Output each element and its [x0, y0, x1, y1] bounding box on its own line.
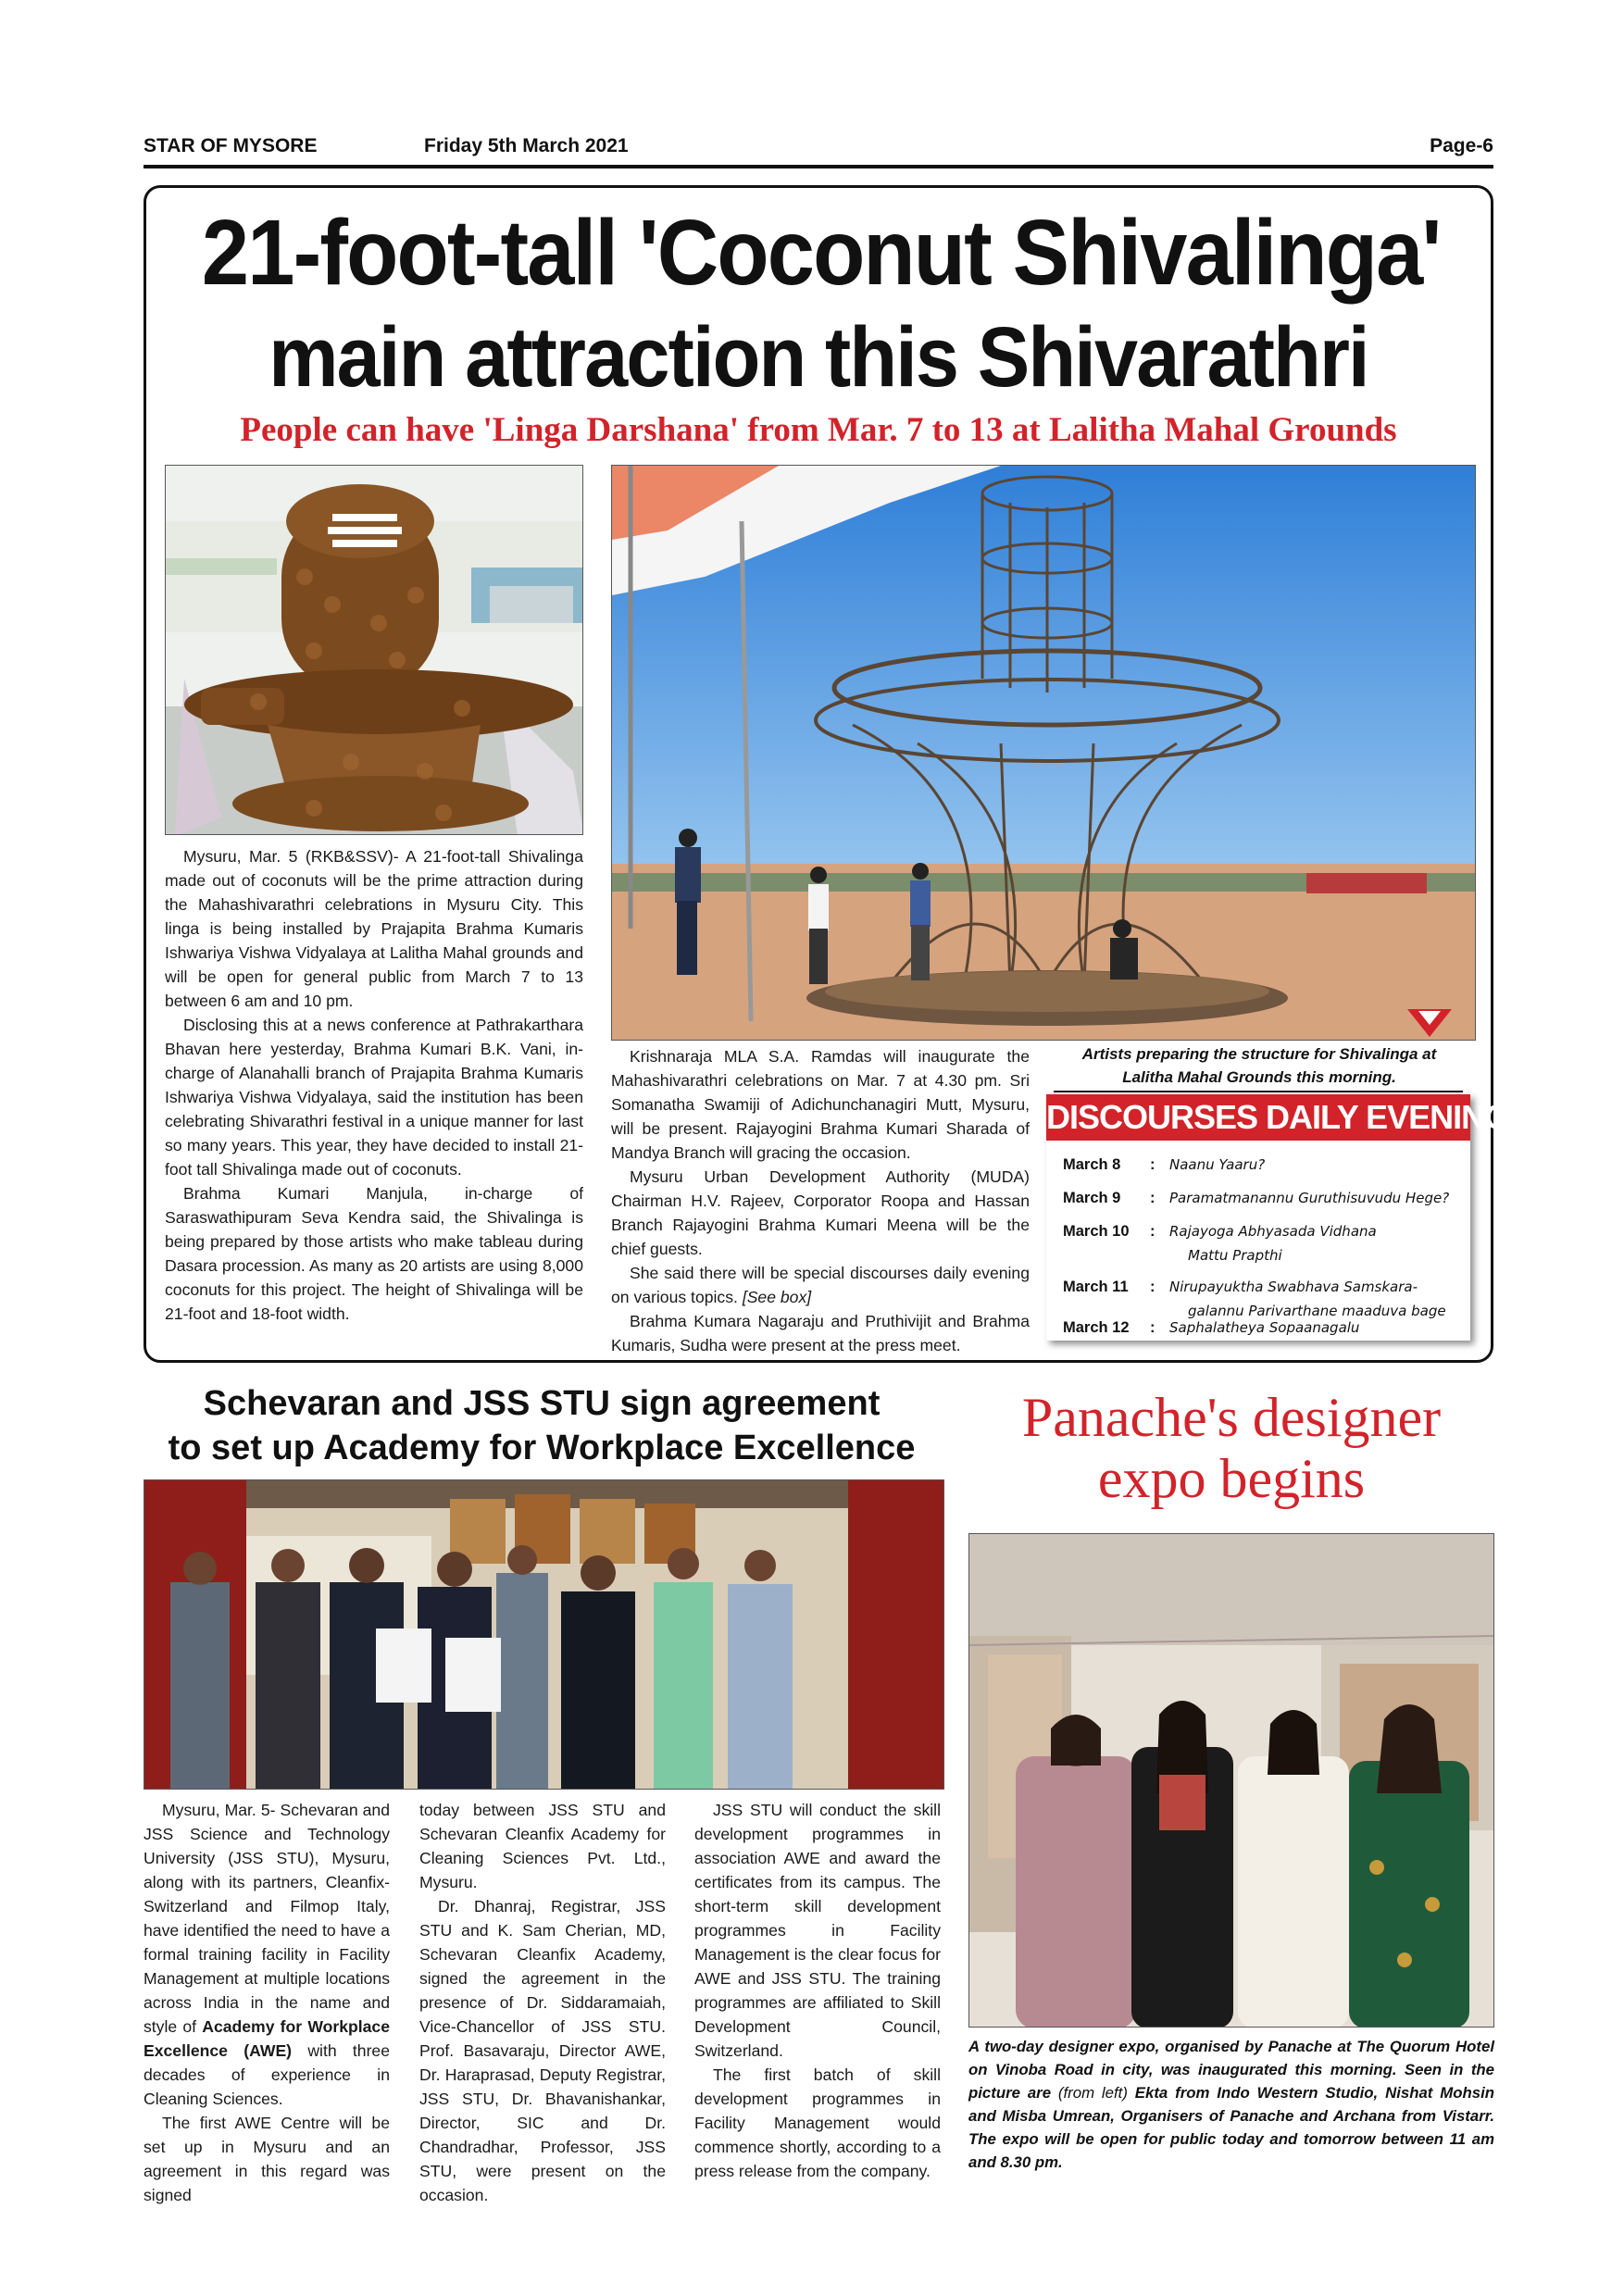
- lead-col2-para-3: [611, 1261, 1030, 1309]
- discourse-topic: Nirupayuktha Swabhava Samskara-: [1169, 1279, 1418, 1295]
- lead-col2-para-1: Krishnaraja MLA S.A. Ramdas will inaugurate the Mahashivarathri celebrations on Mar. 7 at 4.30 pm. Sri Somanatha Swamiji of Adichunchanagiri Mutt, Mysuru, will be present. Rajayogini Brahma Kumari Sharada of Mandya Branch will gracing the occasion.: [611, 1047, 1030, 1162]
- lead-column-2: [611, 1044, 1030, 1357]
- lead-headline-line-1: 21-foot-tall 'Coconut Shivalinga': [201, 201, 1441, 305]
- discourse-topic: Paramatmanannu Guruthisuvudu Hege?: [1169, 1190, 1450, 1206]
- masthead: [144, 135, 1493, 163]
- story2-headline: [139, 1381, 944, 1470]
- story3-headline-line-2: expo begins: [1097, 1448, 1366, 1509]
- caption-text-a: A two-day designer expo, organised by Panache at The Quorum Hotel on Vinoba Road in city, was inaugurated this morning. Seen in the picture are: [968, 2038, 1494, 2102]
- story2-col1-para-2: The first AWE Centre will be set up in Mysuru and an agreement in this regard was signed: [144, 2114, 390, 2204]
- story3-headline: [963, 1387, 1500, 1509]
- issue-date: Friday 5th March 2021: [424, 135, 629, 156]
- story2-col1-text-a: Mysuru, Mar. 5- Schevaran and JSS Science and Technology University (JSS STU), Mysuru, along with its partners, Cleanfix-Switzerland and Filmop Italy, have identified the need to have a formal training facility in Facility Management at multiple locations across India in the name and style of: [144, 1801, 390, 2036]
- story2-col1-para-1: [144, 1798, 390, 2111]
- lead-col1-para-3: Brahma Kumari Manjula, in-charge of Saraswathipuram Seva Kendra said, the Shivalinga is being prepared by those artists who make tableau during Dasara procession. As many as 20 artists are using 8,000 coconuts for this project. The height of Shivalinga will be 21-foot and 18-foot width.: [165, 1184, 583, 1323]
- discourse-date: March 11: [1063, 1279, 1129, 1295]
- lead-col1-para-2: Disclosing this at a news conference at Pathrakarthara Bhavan here yesterday, Brahma Kumari B.K. Vani, in-charge of Alanahalli branch of Prajapita Brahma Kumaris Ishwariya Vishwa Vidyalaya, said the institution has been celebrating Shivarathri festival in a unique manner for last so many years. This year, they have decided to install 21-foot tall Shivalinga made out of coconuts.: [165, 1016, 583, 1179]
- lead-col2-para-3-text: She said there will be special discourses daily evening on various topics.: [611, 1264, 1030, 1306]
- discourses-title: DISCOURSES DAILY EVENING: [1046, 1094, 1470, 1141]
- discourse-topic-cont: Mattu Prapthi: [1188, 1247, 1282, 1264]
- story2-column-1: [144, 1798, 390, 2207]
- story2-col3-para-1: JSS STU will conduct the skill development programmes in association AWE and award the certificates from its campus. The short-term skill development programmes in Facility Management is the clear focus for AWE and JSS STU. The training programmes are affiliated to Skill Development Council, Switzerland.: [694, 1801, 941, 2060]
- discourses-box: [1046, 1094, 1510, 1341]
- lead-col2-para-2: Mysuru Urban Development Authority (MUDA) Chairman H.V. Rajeev, Corporator Roopa and Hassan Branch Rajayogini Brahma Kumari Meena will be the chief guests.: [611, 1167, 1030, 1258]
- discourse-colon: :: [1150, 1319, 1156, 1336]
- caption-rule: [1054, 1091, 1463, 1092]
- story2-headline-line-1: Schevaran and JSS STU sign agreement: [203, 1384, 881, 1423]
- discourse-colon: :: [1150, 1279, 1156, 1295]
- discourse-topic: Naanu Yaaru?: [1169, 1156, 1266, 1173]
- lead-col1-para-1: Mysuru, Mar. 5 (RKB&SSV)- A 21-foot-tall Shivalinga made out of coconuts will be the prime attraction during the Mahashivarathri celebrations in Mysuru City. This linga is being installed by Prajapita Brahma Kumaris Ishwariya Vishwa Vidyalaya at Lalitha Mahal grounds and will be open for general public from March 7 to 13 between 6 am and 10 pm.: [165, 847, 583, 1010]
- discourse-topic: Saphalatheya Sopaanagalu: [1169, 1319, 1360, 1336]
- agreement-signing-photo: [144, 1479, 944, 1790]
- story3-headline-line-1: Panache's designer: [1021, 1387, 1442, 1448]
- discourse-date: March 8: [1063, 1156, 1121, 1173]
- discourse-date: March 9: [1063, 1190, 1121, 1206]
- story2-col3-para-2: The first batch of skill development programmes in Facility Management would commence shortly, according to a press release from the company.: [694, 2065, 941, 2180]
- discourse-topic-cont: galannu Parivarthane maaduva bage: [1188, 1303, 1446, 1319]
- discourse-topic: Rajayoga Abhyasada Vidhana: [1169, 1223, 1377, 1240]
- caption-text-b: Ekta from Indo Western Studio, Nishat Mohsin and Misba Umrean, Organisers of Panache and Archana from Vistarr. The expo will be open for public today and tomorrow between 11 am and 8.30 pm.: [968, 2084, 1494, 2171]
- lead-headline-line-2: main attraction this Shivarathri: [269, 310, 1368, 405]
- lead-deck: People can have 'Linga Darshana' from Mar. 7 to 13 at Lalitha Mahal Grounds: [240, 411, 1397, 449]
- structure-photo-caption: Artists preparing the structure for Shivalinga at Lalitha Mahal Grounds this morning.: [1081, 1045, 1437, 1086]
- story2-col1-bold: Academy for Workplace Excellence (AWE): [144, 2017, 390, 2060]
- discourse-colon: :: [1150, 1223, 1156, 1240]
- caption-from-left: (from left): [1057, 2084, 1128, 2102]
- story2-col2-para-2: Dr. Dhanraj, Registrar, JSS STU and K. Sam Cherian, MD, Schevaran Cleanfix Academy, signed the agreement in the presence of Dr. Siddaramaiah, Vice-Chancellor of JSS STU. Prof. Basavaraju, Director AWE, Dr. Haraprasad, Deputy Registrar, JSS STU, Dr. Bhavanishankar, Director, SIC and Dr. Chandradhar, Professor, JSS STU, were present on the occasion.: [419, 1897, 666, 2204]
- paper-name: STAR OF MYSORE: [144, 135, 318, 156]
- story2-column-2: [419, 1798, 666, 2207]
- discourse-date: March 10: [1063, 1223, 1130, 1240]
- designer-expo-photo: [968, 1533, 1494, 2028]
- story2-column-3: [694, 1798, 941, 2183]
- coconut-shivalinga-photo: [165, 465, 583, 835]
- designer-expo-caption: [968, 2035, 1494, 2174]
- story2-headline-line-2: to set up Academy for Workplace Excellence: [168, 1429, 916, 1467]
- discourse-colon: :: [1150, 1156, 1156, 1173]
- shivalinga-structure-photo: [611, 465, 1476, 1041]
- lead-col2-para-4: Brahma Kumara Nagaraju and Pruthivijit and Brahma Kumaris, Sudha were present at the press meet.: [611, 1312, 1030, 1354]
- see-box-note: [See box]: [742, 1288, 812, 1306]
- page-number: Page-6: [1430, 135, 1493, 156]
- lead-column-1: [165, 844, 583, 1326]
- story2-col1-text-b: with three decades of experience in Cleaning Sciences.: [144, 2041, 390, 2108]
- story2-col2-para-1: today between JSS STU and Schevaran Cleanfix Academy for Cleaning Sciences Pvt. Ltd., Mysuru.: [419, 1801, 666, 1891]
- discourse-date: March 12: [1063, 1319, 1130, 1336]
- masthead-rule: [144, 165, 1493, 168]
- discourse-colon: :: [1150, 1190, 1156, 1206]
- red-triangle-marker-inner: [1418, 1011, 1441, 1025]
